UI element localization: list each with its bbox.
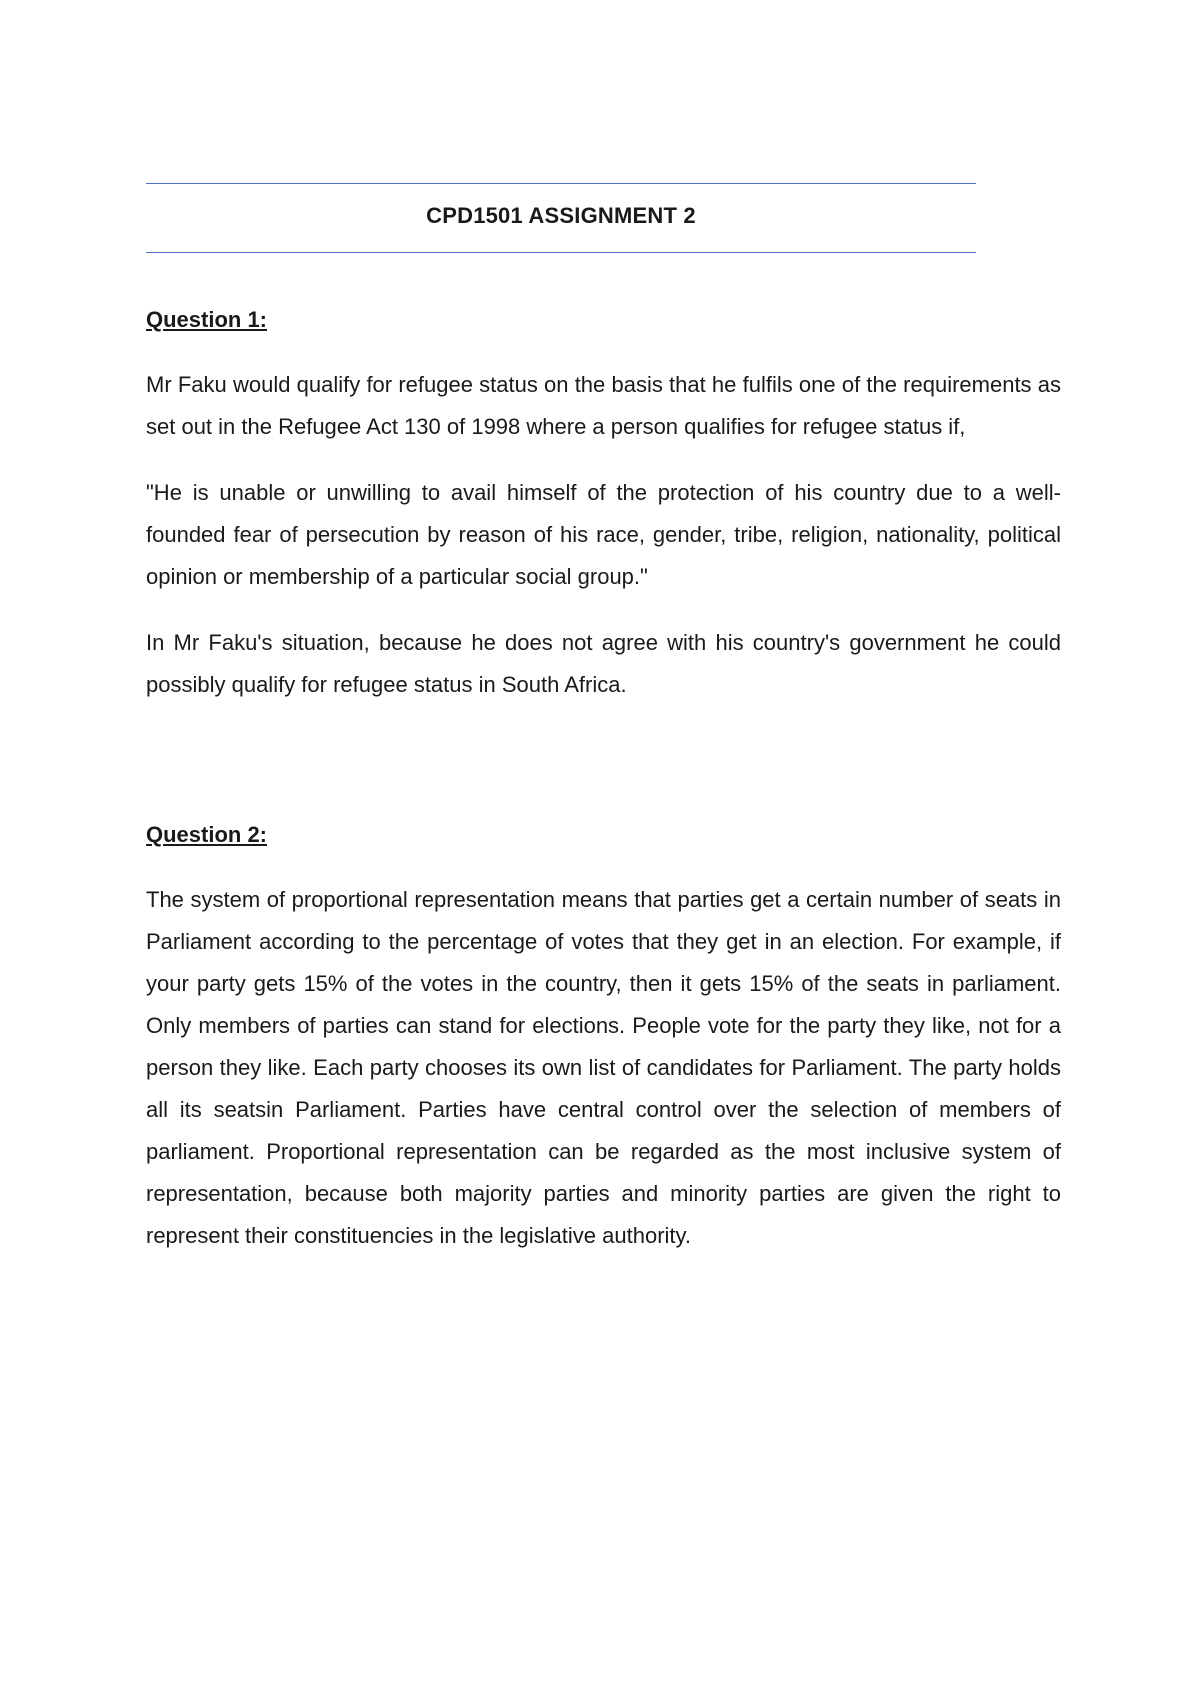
title-top-rule (146, 183, 976, 184)
question-1-paragraph-1: Mr Faku would qualify for refugee status on the basis that he fulfils one of the requirements as set out in the Refugee Act 130 of 1998 where a person qualifies for refugee status if, (146, 372, 1061, 439)
question-2-paragraph-1: The system of proportional representation means that parties get a certain number of seats in Parliament according to the percentage of votes that they get in an election. For example, if your party gets 15% of the votes in the country, then it gets 15% of the seats in parliament. Only members of parties can stand for elections. People vote for the party they like, not for a person they like. Each party chooses its own list of candidates for Parliament. The party holds all its seatsin Parliament. Parties have central control over the selection of members of parliament. Proportional representation can be regarded as the most inclusive system of representation, because both majority parties and minority parties are given the right to represent their constituencies in the legislative authority. (146, 887, 1061, 1248)
question-1-heading: Question 1: (146, 307, 268, 332)
question-1-paragraph-3: In Mr Faku's situation, because he does not agree with his country's government he could possibly qualify for refugee status in South Africa. (146, 630, 1061, 697)
document-title: CPD1501 ASSIGNMENT 2 (426, 203, 696, 228)
question-2-heading: Question 2: (146, 822, 268, 847)
document-body (146, 300, 1061, 1257)
title-bottom-rule (146, 252, 976, 253)
question-1-quote: "He is unable or unwilling to avail himself of the protection of his country due to a well-founded fear of persecution by reason of his race, gender, tribe, religion, nationality, political opinion or membership of a particular social group." (146, 480, 1061, 589)
